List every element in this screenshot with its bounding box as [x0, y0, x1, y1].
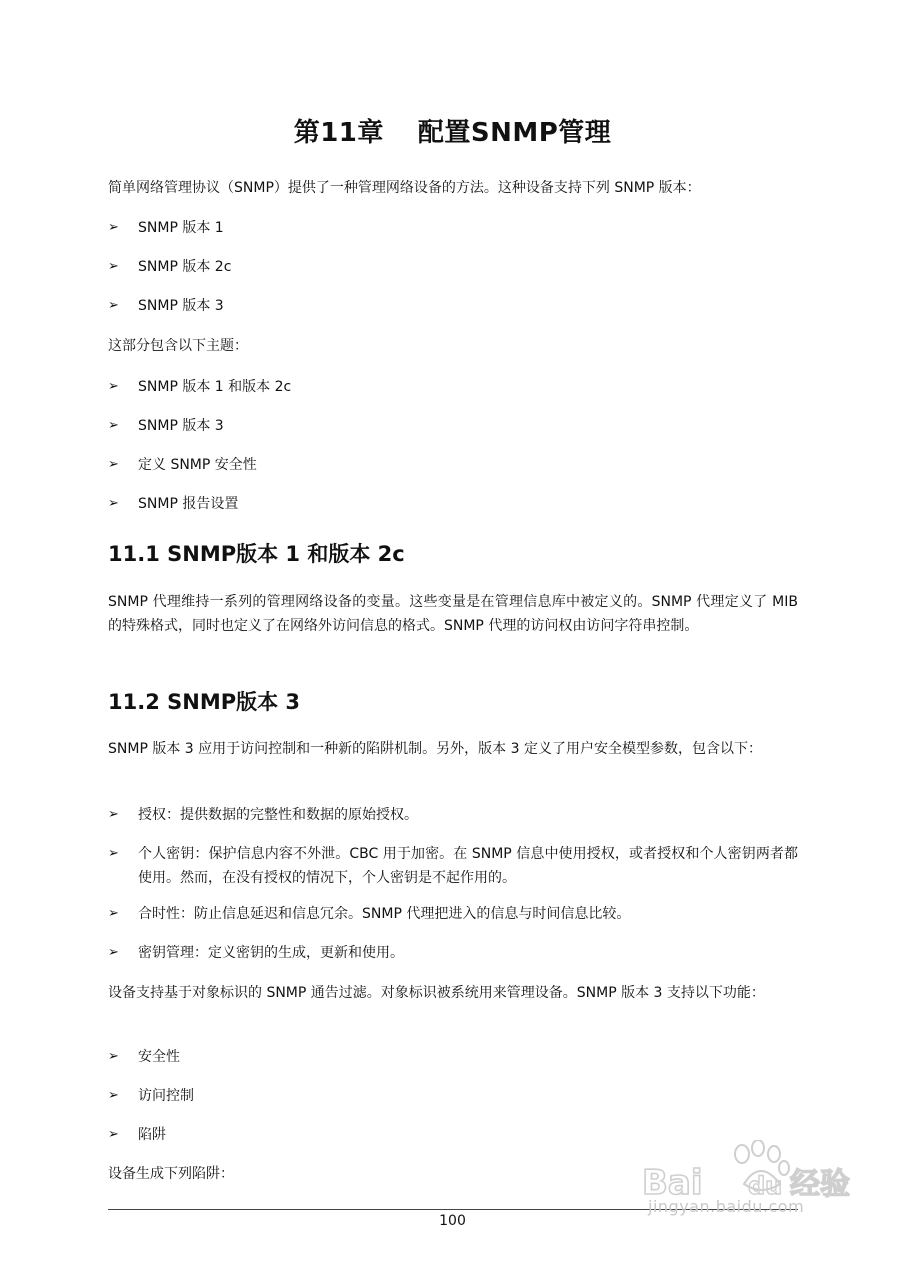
section-paragraph: SNMP 版本 3 应用于访问控制和一种新的陷阱机制。另外，版本 3 定义了用户安全模型参数，包含以下： [108, 741, 762, 757]
list-item: ➢ 定义 SNMP 安全性 [108, 453, 798, 477]
baidu-watermark-logo [640, 1140, 870, 1200]
arrow-bullet-icon: ➢ [108, 846, 119, 861]
intro-paragraph: 简单网络管理协议（SNMP）提供了一种管理网络设备的方法。这种设备支持下列 SNMP 版本： [108, 180, 701, 196]
arrow-bullet-icon: ➢ [108, 1127, 119, 1142]
section-heading: 11.2 SNMP版本 3 [108, 690, 301, 714]
chapter-title [0, 112, 905, 149]
arrow-bullet-icon: ➢ [108, 1088, 119, 1103]
arrow-bullet-icon: ➢ [108, 457, 119, 472]
page-number: 100 [439, 1213, 466, 1229]
watermark-logo-text: Bai [642, 1163, 703, 1200]
list-item: ➢ SNMP 版本 2c [108, 255, 798, 279]
arrow-bullet-icon: ➢ [108, 379, 119, 394]
section-paragraph: SNMP 代理维持一系列的管理网络设备的变量。这些变量是在管理信息库中被定义的。SNMP 代理定义了 MIB 的特殊格式，同时也定义了在网络外访问信息的格式。SNMP 代理的访问权由访问字符串控制。 [108, 594, 798, 634]
list-item: ➢ SNMP 版本 3 [108, 414, 798, 438]
section-heading: 11.1 SNMP版本 1 和版本 2c [108, 542, 405, 566]
arrow-bullet-icon: ➢ [108, 496, 119, 511]
arrow-bullet-icon: ➢ [108, 945, 119, 960]
list-item: ➢ SNMP 版本 1 和版本 2c [108, 375, 798, 399]
chapter-name: 配置SNMP管理 [417, 118, 612, 148]
section-paragraph: 设备支持基于对象标识的 SNMP 通告过滤。对象标识被系统用来管理设备。SNMP 版本 3 支持以下功能： [108, 985, 765, 1001]
list-item: ➢ SNMP 版本 3 [108, 294, 798, 318]
list-item: ➢ 访问控制 [108, 1084, 798, 1108]
arrow-bullet-icon: ➢ [108, 418, 119, 433]
list-item: ➢ SNMP 报告设置 [108, 492, 798, 516]
arrow-bullet-icon: ➢ [108, 220, 119, 235]
section-paragraph: 设备生成下列陷阱： [108, 1166, 234, 1182]
arrow-bullet-icon: ➢ [108, 1049, 119, 1064]
list-item: ➢ 密钥管理：定义密钥的生成，更新和使用。 [108, 941, 798, 965]
watermark-logo-text-2: du [748, 1172, 783, 1200]
watermark-logo-cn: 经验 [790, 1167, 850, 1200]
topics-intro: 这部分包含以下主题： [108, 338, 248, 354]
arrow-bullet-icon: ➢ [108, 807, 119, 822]
watermark-url: jingyan.baidu.com [648, 1197, 805, 1216]
list-item: ➢ SNMP 版本 1 [108, 216, 798, 240]
list-item: ➢ 安全性 [108, 1045, 798, 1069]
chapter-number: 第11章 [293, 118, 384, 148]
list-item: ➢ 授权：提供数据的完整性和数据的原始授权。 [108, 803, 798, 827]
arrow-bullet-icon: ➢ [108, 259, 119, 274]
arrow-bullet-icon: ➢ [108, 906, 119, 921]
arrow-bullet-icon: ➢ [108, 298, 119, 313]
list-item: ➢ 个人密钥：保护信息内容不外泄。CBC 用于加密。在 SNMP 信息中使用授权，或者授权和个人密钥两者都使用。然而，在没有授权的情况下，个人密钥是不起作用的。 [108, 842, 798, 890]
list-item: ➢ 合时性：防止信息延迟和信息冗余。SNMP 代理把进入的信息与时间信息比较。 [108, 902, 798, 926]
list-item: ➢ 陷阱 [108, 1123, 798, 1147]
